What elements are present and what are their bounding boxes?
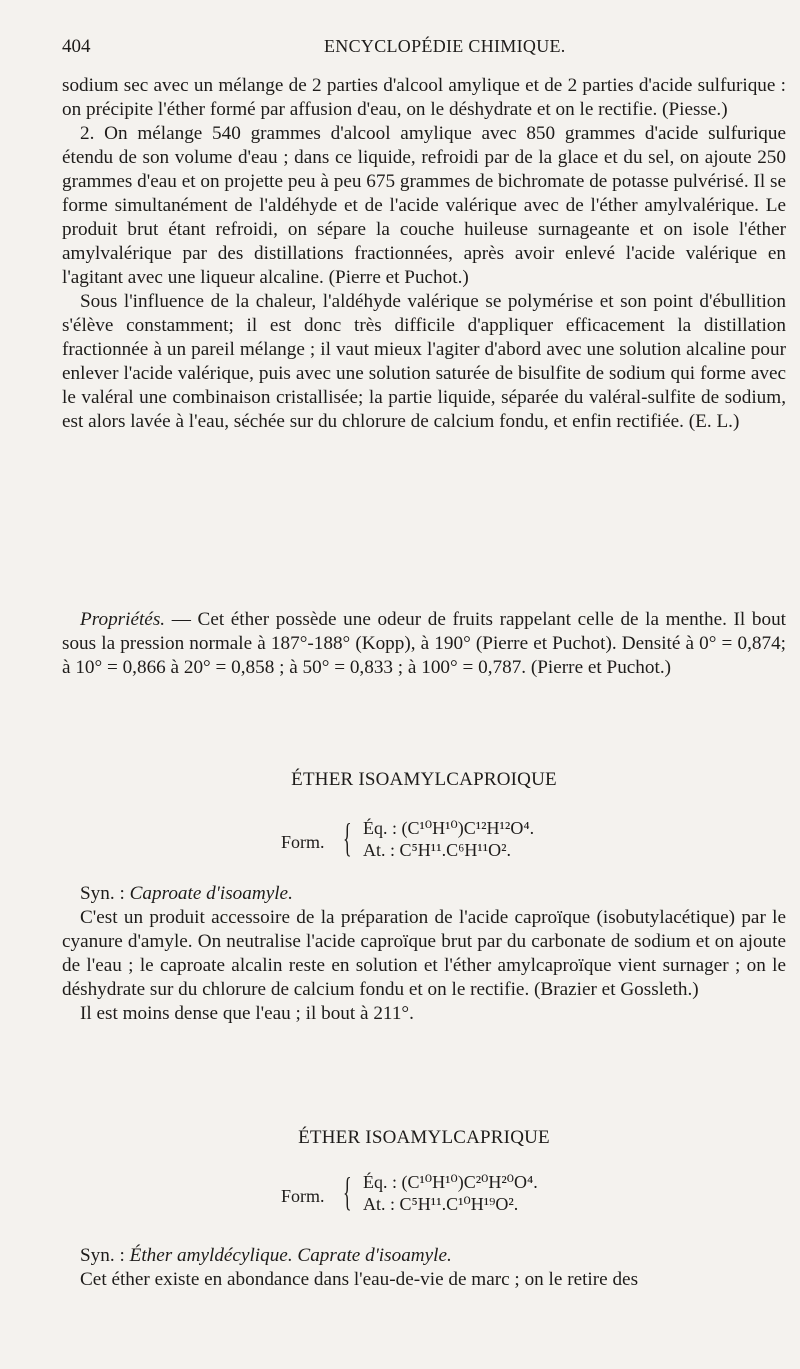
at-value: C⁵H¹¹.C¹⁰H¹⁹O².	[399, 1194, 519, 1214]
brace-symbol: {	[343, 1169, 352, 1214]
paragraph-method-2: 2. On mélange 540 grammes d'alcool amylique avec 850 grammes d'acide sulfurique étendu de son volume d'eau ; dans ce liquide, refroidi par de la glace et du sel, on ajoute 250 grammes d'eau et on projette peu à peu 675 grammes de bichromate de potasse pulvérisé. Il se forme simultanément de l'aldéhyde et de l'acide valérique avec de l'éther amylvalérique. Le produit brut étant refroidi, on sépare la couche huileuse surnageante et on isole l'éther amylvalérique par des distillations fractionnées, après avoir enlevé l'acide valérique en l'agitant avec une liqueur alcaline. (Pierre et Puchot.)	[62, 123, 786, 288]
section-isoamylcaprique	[62, 1116, 786, 1356]
section-isoamylcaproique	[62, 758, 786, 1158]
eq-label: Éq.	[363, 1172, 388, 1192]
at-label: At.	[363, 1194, 386, 1214]
syn-value: Caproate d'isoamyle.	[129, 883, 293, 904]
syn-prefix: Syn. :	[80, 1245, 130, 1266]
formula-label: Form.	[281, 832, 325, 852]
properties-block	[62, 608, 786, 680]
paragraph-properties	[62, 608, 786, 680]
formula-at-row: At. : C⁵H¹¹.C¹⁰H¹⁹O².	[363, 1194, 519, 1214]
section-body	[62, 1268, 786, 1292]
synonym-line	[80, 882, 293, 906]
paragraph-preparation: C'est un produit accessoire de la préparation de l'acide caproïque (isobutylacétique) par le cyanure d'amyle. On neutralise l'acide caproïque brut par du carbonate de sodium et on ajoute de l'eau ; le caproate alcalin reste en solution et l'éther amylcaproïque vient surnager ; on le déshydrate sur du chlorure de calcium fondu et on le rectifie. (Brazier et Gossleth.)	[62, 907, 786, 1000]
properties-text: — Cet éther possède une odeur de fruits rappelant celle de la menthe. Il bout sous la pression normale à 187°-188° (Kopp), à 190° (Pierre et Puchot). Densité à 0° = 0,874; à 10° = 0,866 à 20° = 0,858 ; à 50° = 0,833 ; à 100° = 0,787. (Pierre et Puchot.)	[62, 609, 786, 678]
paragraph-piesse-method: sodium sec avec un mélange de 2 parties d'alcool amylique et de 2 parties d'acide sulfurique : on précipite l'éther formé par affusion d'eau, on le déshydrate et on le rectifie. (Piesse.)	[62, 75, 786, 120]
at-value: C⁵H¹¹.C⁶H¹¹O².	[399, 840, 512, 860]
eq-label: Éq.	[363, 818, 388, 838]
formula-at-row: At. : C⁵H¹¹.C⁶H¹¹O².	[363, 840, 512, 860]
brace-symbol: {	[343, 815, 352, 860]
syn-value: Éther amyldécylique. Caprate d'isoamyle.	[129, 1245, 452, 1266]
section-title: ÉTHER ISOAMYLCAPROIQUE	[291, 769, 557, 790]
section-title: ÉTHER ISOAMYLCAPRIQUE	[298, 1127, 550, 1148]
page-number: 404	[62, 36, 91, 57]
page-header	[62, 36, 780, 62]
opening-text-block	[62, 74, 786, 434]
synonym-line	[80, 1244, 452, 1268]
paragraph-source: Cet éther existe en abondance dans l'eau-de-vie de marc ; on le retire des	[80, 1269, 639, 1290]
properties-label: Propriétés.	[80, 609, 166, 630]
section-body	[62, 906, 786, 1026]
eq-value: (C¹⁰H¹⁰)C¹²H¹²O⁴.	[401, 818, 535, 838]
paragraph-polymerisation: Sous l'influence de la chaleur, l'aldéhyde valérique se polymérise et son point d'ébullition s'élève constamment; il est donc très difficile d'appliquer efficacement la distillation fractionnée à un pareil mélange ; il vaut mieux l'agiter d'abord avec une solution alcaline pour enlever l'acide valérique, puis avec une solution saturée de bisulfite de sodium qui forme avec le valéral une combinaison cristallisée; la partie liquide, séparée du valéral-sulfite de sodium, est alors lavée à l'eau, séchée sur du chlorure de calcium fondu, et enfin rectifiée. (E. L.)	[62, 291, 786, 432]
running-title: ENCYCLOPÉDIE CHIMIQUE.	[324, 36, 566, 56]
syn-prefix: Syn. :	[80, 883, 130, 904]
formula-eq-row: Éq. : (C¹⁰H¹⁰)C¹²H¹²O⁴.	[363, 818, 535, 838]
formula-label: Form.	[281, 1186, 325, 1206]
formula-eq-row: Éq. : (C¹⁰H¹⁰)C²⁰H²⁰O⁴.	[363, 1172, 538, 1192]
paragraph-boiling-point: Il est moins dense que l'eau ; il bout à 211°.	[80, 1003, 414, 1024]
eq-value: (C¹⁰H¹⁰)C²⁰H²⁰O⁴.	[401, 1172, 538, 1192]
at-label: At.	[363, 840, 386, 860]
